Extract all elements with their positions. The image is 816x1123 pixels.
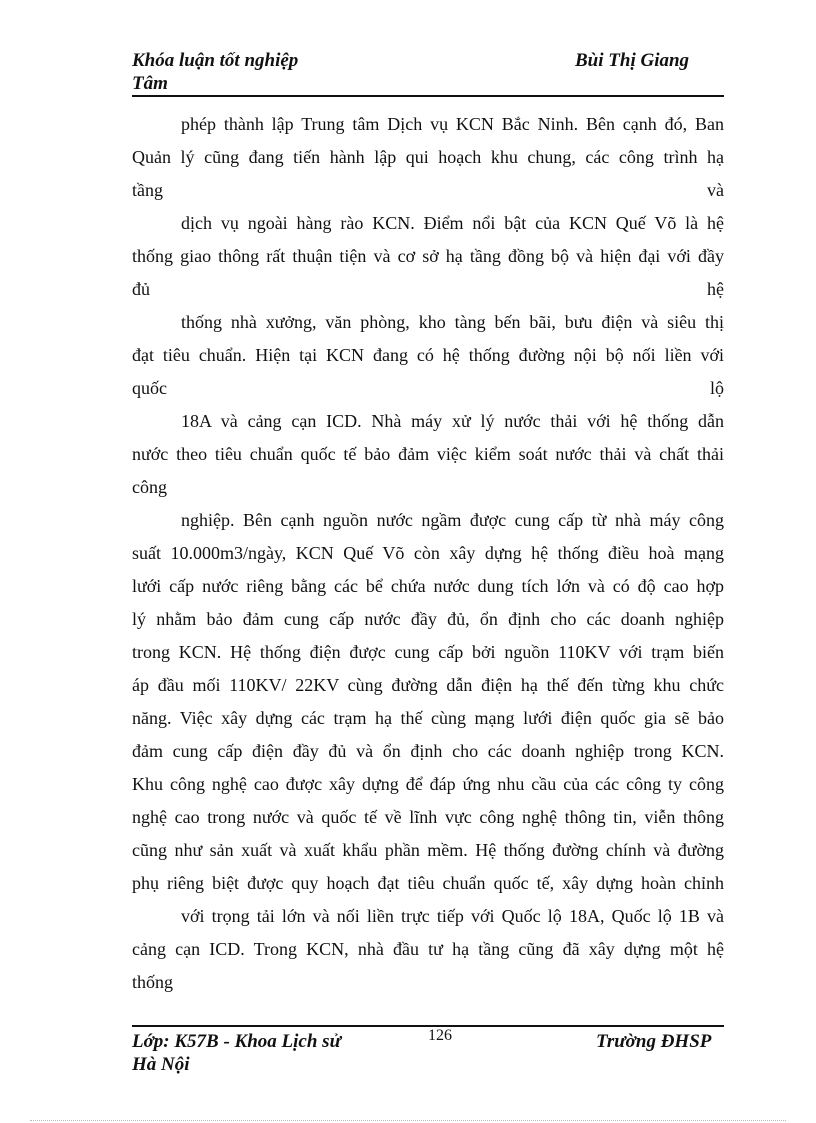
text-line-left: quốc (132, 378, 167, 398)
text-line: 18A và cảng cạn ICD. Nhà máy xử lý nước thải với hệ thống dẫn (181, 411, 724, 431)
header-thesis-title: Khóa luận tốt nghiệp (132, 50, 299, 71)
text-line: phép thành lập Trung tâm Dịch vụ KCN Bắc Ninh. Bên cạnh đó, Ban (181, 114, 724, 134)
text-line: năng. Việc xây dựng các trạm hạ thế cùng mạng lưới điện quốc gia sẽ bảo (132, 708, 724, 728)
text-line: dịch vụ ngoài hàng rào KCN. Điểm nổi bật của KCN Quế Võ là hệ (181, 213, 724, 233)
header-author-name: Bùi Thị Giang (575, 50, 690, 71)
text-line: trong KCN. Hệ thống điện được cung cấp bởi nguồn 110KV với trạm biến (132, 642, 724, 662)
text-line: đảm cung cấp điện đầy đủ và ổn định cho các doanh nghiệp trong KCN. (132, 741, 724, 761)
page-bottom-border (30, 1120, 786, 1121)
text-line-right: và (707, 180, 724, 200)
text-line: nước theo tiêu chuẩn quốc tế bảo đảm việc kiểm soát nước thải và chất thải (132, 444, 724, 464)
text-line: nghệ cao trong nước và quốc tế về lĩnh vực công nghệ thông tin, viễn thông (132, 807, 724, 827)
text-line: với trọng tải lớn và nối liền trực tiếp với Quốc lộ 18A, Quốc lộ 1B và (181, 906, 724, 926)
text-line: áp đầu mối 110KV/ 22KV cùng đường dẫn điện hạ thế đến từng khu chức (132, 675, 724, 695)
text-line: phụ riêng biệt được quy hoạch đạt tiêu chuẩn quốc tế, xây dựng hoàn chỉnh (132, 873, 724, 893)
header-thesis-title-continued: Tâm (132, 73, 168, 94)
footer-class-info: Lớp: K57B - Khoa Lịch sử (132, 1031, 341, 1052)
text-line: lý nhằm bảo đảm cung cấp nước đầy đủ, ổn định cho các doanh nghiệp (132, 609, 724, 629)
text-line (132, 372, 724, 405)
text-line (132, 273, 724, 306)
text-line: đạt tiêu chuẩn. Hiện tại KCN đang có hệ thống đường nội bộ nối liền với (132, 345, 724, 365)
text-line: Quản lý cũng đang tiến hành lập qui hoạch khu chung, các công trình hạ (132, 147, 724, 167)
page-number: 126 (428, 1027, 452, 1044)
text-line: thống giao thông rất thuận tiện và cơ sở hạ tầng đồng bộ và hiện đại với đầy (132, 246, 724, 266)
text-line: Khu công nghệ cao được xây dựng để đáp ứng nhu cầu của các công ty công (132, 774, 724, 794)
text-line-left: tầng (132, 180, 163, 200)
text-line: suất 10.000m3/ngày, KCN Quế Võ còn xây dựng hệ thống điều hoà mạng (132, 543, 724, 563)
text-line-left: đủ (132, 279, 150, 299)
text-line: nghiệp. Bên cạnh nguồn nước ngầm được cung cấp từ nhà máy công (181, 510, 724, 530)
text-line: thống nhà xưởng, văn phòng, kho tàng bến bãi, bưu điện và siêu thị (181, 312, 724, 332)
footer-class-info-continued: Hà Nội (132, 1054, 190, 1075)
text-line: thống (132, 972, 174, 992)
header-divider (132, 95, 724, 97)
text-line: lưới cấp nước riêng bằng các bể chứa nước dung tích lớn và có độ cao hợp (132, 576, 724, 596)
footer-university: Trường ĐHSP (596, 1031, 712, 1052)
text-line: cảng cạn ICD. Trong KCN, nhà đầu tư hạ tầng cũng đã xây dựng một hệ (132, 939, 724, 959)
text-line: cũng như sản xuất và xuất khẩu phần mềm. Hệ thống đường chính và đường (132, 840, 724, 860)
text-line-right: hệ (707, 279, 724, 299)
text-line-right: lộ (709, 378, 724, 398)
text-line (132, 174, 724, 207)
text-line: công (132, 477, 167, 497)
